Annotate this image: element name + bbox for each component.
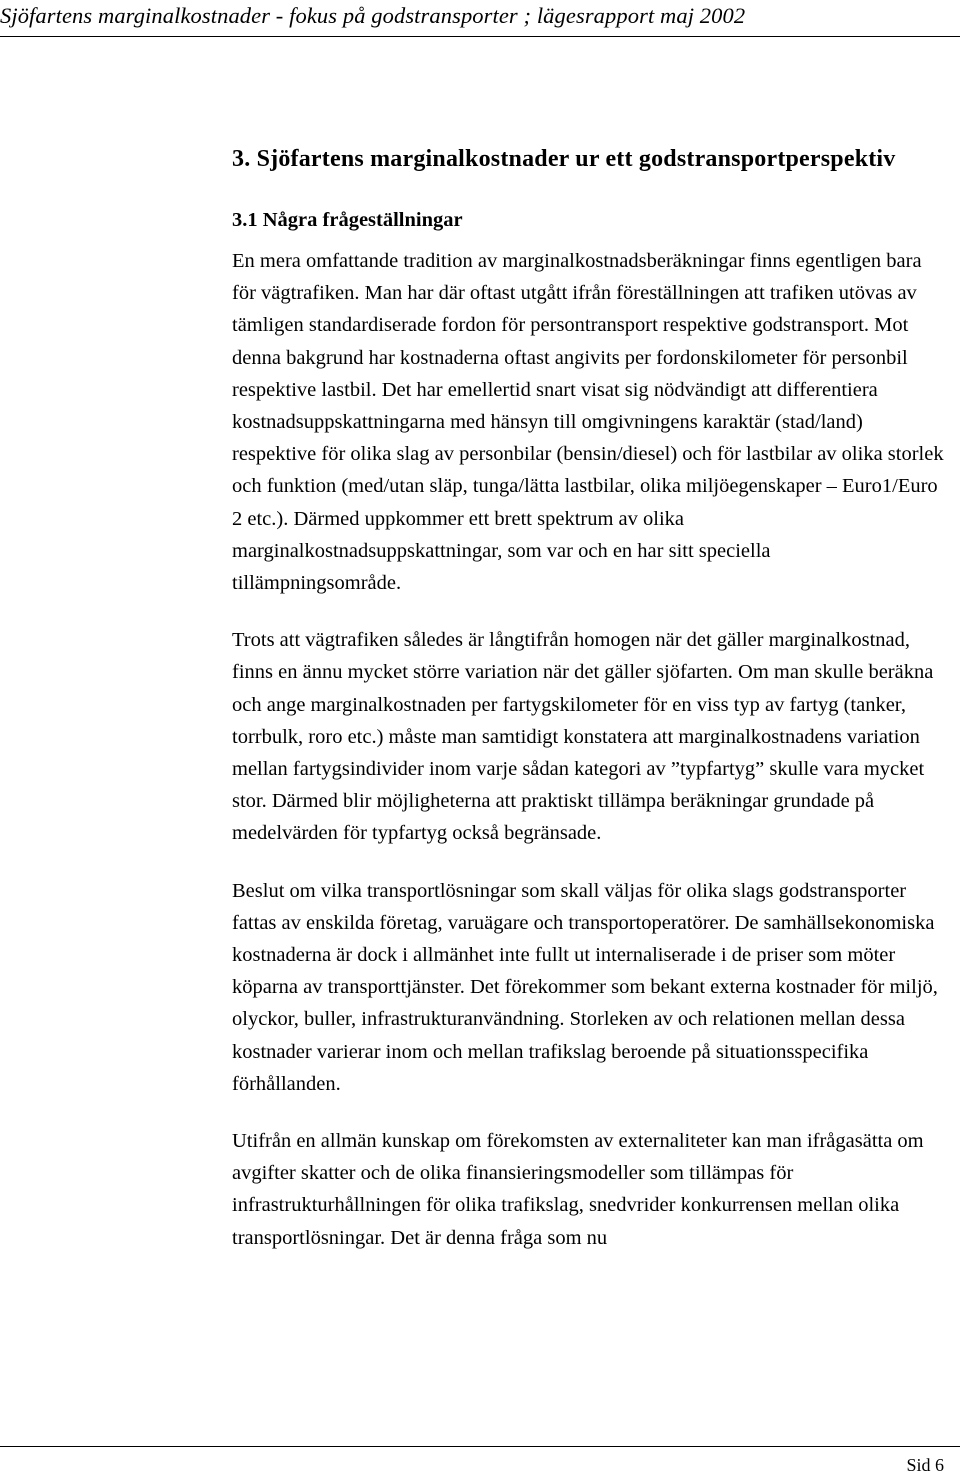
running-header: Sjöfartens marginalkostnader - fokus på godstransporter ; lägesrapport maj 2002 [0, 3, 746, 28]
page-number: Sid 6 [906, 1455, 944, 1475]
paragraph-4: Utifrån en allmän kunskap om förekomsten av externaliteter kan man ifrågasätta om avgifter skatter och de olika finansieringsmodeller som tillämpas för infrastrukturhållningen för olika trafikslag, snedvrider konkurrensen mellan olika transportlösningar. Det är denna fråga som nu [232, 1130, 924, 1249]
paragraph-2: Trots att vägtrafiken således är långtifrån homogen när det gäller marginalkostnad, finns en ännu mycket större variation när det gäller sjöfarten. Om man skulle beräkna och ange marginalkostnaden per fartygskilometer för en viss typ av fartyg (tanker, torrbulk, roro etc.) måste man samtidigt konstatera att marginalkostnadens variation mellan fartygsindivider inom varje sådan kategori av ”typfartyg” skulle vara mycket stor. Därmed blir möjligheterna att praktiskt tillämpa beräkningar grundade på medelvärden för typfartyg också begränsade. [232, 629, 934, 845]
page-content [232, 143, 944, 1254]
footer-rule [0, 1446, 960, 1447]
section-title: 3.1 Några frågeställningar [232, 209, 463, 231]
paragraph-1: En mera omfattande tradition av marginalkostnadsberäkningar finns egentligen bara för vägtrafiken. Man har där oftast utgått ifrån föreställningen att trafiken utövas av tämligen standardiserade fordon för persontransport respektive godstransport. Mot denna bakgrund har kostnaderna oftast angivits per fordonskilometer för personbil respektive lastbil. Det har emellertid snart visat sig nödvändigt att differentiera kostnadsuppskattningarna med hänsyn till omgivningens karaktär (stad/land) respektive för olika slag av personbilar (bensin/diesel) och för lastbilar av olika storlek och funktion (med/utan släp, tunga/lätta lastbilar, olika miljöegenskaper – Euro1/Euro 2 etc.). Därmed uppkommer ett brett spektrum av olika marginalkostnadsuppskattningar, som var och en har sitt speciella tillämpningsområde. [232, 250, 944, 595]
chapter-title: 3. Sjöfartens marginalkostnader ur ett godstransportperspektiv [232, 146, 896, 172]
header-rule [0, 36, 960, 37]
paragraph-3: Beslut om vilka transportlösningar som skall väljas för olika slags godstransporter fattas av enskilda företag, varuägare och transportoperatörer. De samhällsekonomiska kostnaderna är dock i allmänhet inte fullt ut internaliserade i de priser som möter köparna av transporttjänster. Det förekommer som bekant externa kostnader för miljö, olyckor, buller, infrastrukturanvändning. Storleken av och relationen mellan dessa kostnader varierar inom och mellan trafikslag beroende på situationsspecifika förhållanden. [232, 879, 938, 1095]
